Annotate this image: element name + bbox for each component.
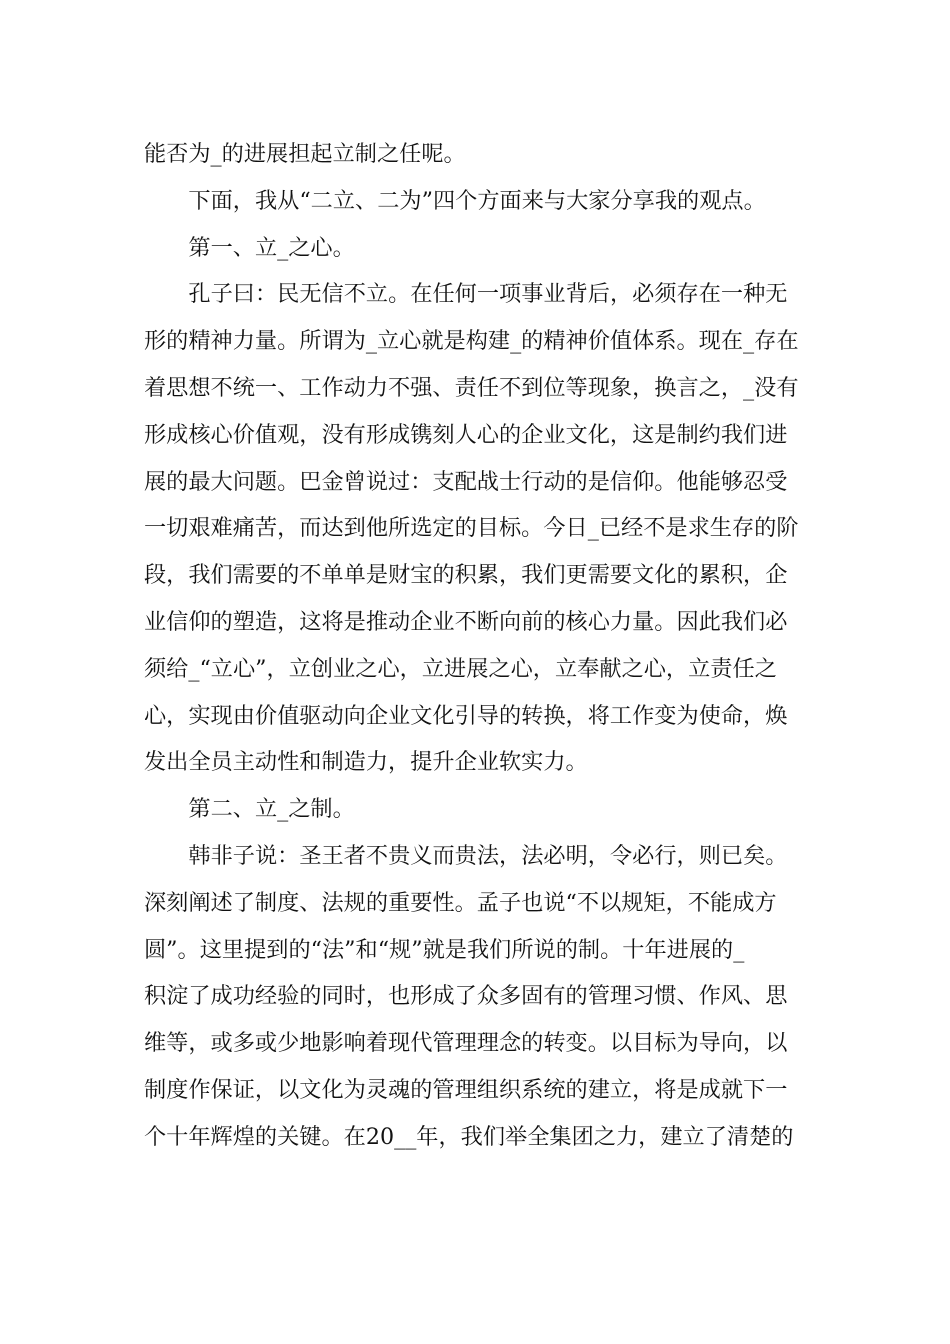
- document-body: [144, 131, 810, 1161]
- text-line: 心，实现由价值驱动向企业文化引导的转换，将工作变为使命，焕: [144, 702, 788, 729]
- paragraph-intro: [144, 178, 810, 225]
- text-line: 形的精神力量。所谓为_立心就是构建_的精神价值体系。现在_存在: [144, 328, 799, 355]
- paragraph-second-section: [144, 833, 810, 1161]
- text-line: 能否为_的进展担起立制之任呢。: [144, 141, 466, 167]
- text-line: 个十年辉煌的关键。在20__年，我们举全集团之力，建立了清楚的: [144, 1123, 794, 1150]
- section-heading-second: [144, 786, 810, 833]
- text-line: 业信仰的塑造，这将是推动企业不断向前的核心力量。因此我们必: [144, 608, 788, 635]
- text-line: 第二、立_之制。: [188, 796, 355, 823]
- text-line: 韩非子说：圣王者不贵义而贵法，法必明，令必行，则已矣。: [188, 842, 788, 869]
- text-line: 一切艰难痛苦，而达到他所选定的目标。今日_已经不是求生存的阶: [144, 515, 799, 542]
- text-line: 展的最大问题。巴金曾说过：支配战士行动的是信仰。他能够忍受: [144, 468, 788, 495]
- text-line: 形成核心价值观，没有形成镌刻人心的企业文化，这是制约我们进: [144, 421, 788, 448]
- text-line: 第一、立_之心。: [188, 234, 355, 261]
- text-line: 发出全员主动性和制造力，提升企业软实力。: [144, 749, 588, 776]
- text-line: 维等，或多或少地影响着现代管理理念的转变。以目标为导向，以: [144, 1030, 788, 1057]
- text-line: 圆”。这里提到的“法”和“规”就是我们所说的制。十年进展的_: [144, 936, 745, 963]
- text-line: 深刻阐述了制度、法规的重要性。孟子也说“不以规矩，不能成方: [144, 889, 777, 916]
- paragraph-first-section: [144, 271, 810, 786]
- text-line: 制度作保证，以文化为灵魂的管理组织系统的建立，将是成就下一: [144, 1076, 788, 1103]
- section-heading-first: [144, 225, 810, 272]
- paragraph-continuation: [144, 131, 810, 178]
- text-line: 下面，我从“二立、二为”四个方面来与大家分享我的观点。: [188, 187, 766, 214]
- text-line: 着思想不统一、工作动力不强、责任不到位等现象，换言之，_没有: [144, 374, 799, 401]
- text-line: 须给_“立心”，立创业之心，立进展之心，立奉献之心，立责任之: [144, 655, 777, 682]
- text-line: 段，我们需要的不单单是财宝的积累，我们更需要文化的累积，企: [144, 562, 788, 589]
- text-line: 积淀了成功经验的同时，也形成了众多固有的管理习惯、作风、思: [144, 983, 788, 1010]
- text-line: 孔子曰：民无信不立。在任何一项事业背后，必须存在一种无: [188, 281, 788, 308]
